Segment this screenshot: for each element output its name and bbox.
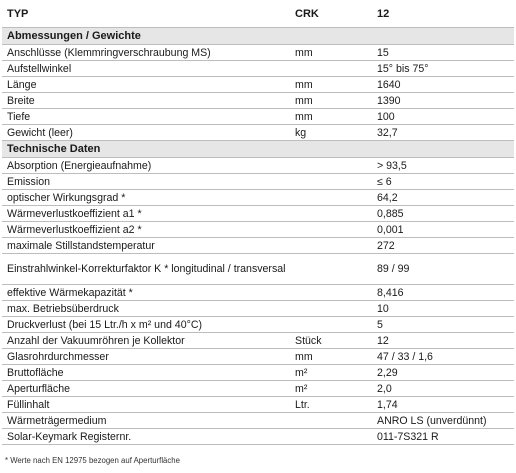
row-value: 1640 — [377, 78, 401, 91]
row-unit: Stück — [295, 334, 322, 347]
row-value: 47 / 33 / 1,6 — [377, 350, 433, 363]
row-label: Anzahl der Vakuumröhren je Kollektor — [7, 334, 185, 347]
row-label: Aufstellwinkel — [7, 62, 72, 75]
table-row — [2, 397, 514, 413]
row-value: 2,29 — [377, 366, 398, 379]
row-value: ANRO LS (unverdünnt) — [377, 414, 487, 427]
row-label: Wärmeverlustkoeffizient a2 * — [7, 223, 142, 236]
table-row — [2, 381, 514, 397]
section-title: Abmessungen / Gewichte — [7, 30, 141, 42]
row-unit: mm — [295, 94, 313, 107]
table-row — [2, 222, 514, 238]
row-label: optischer Wirkungsgrad * — [7, 191, 126, 204]
table-body — [2, 28, 514, 445]
row-label: Glasrohrdurchmesser — [7, 350, 109, 363]
section-title: Technische Daten — [7, 143, 101, 155]
table-row — [2, 45, 514, 61]
table-row — [2, 317, 514, 333]
table-row — [2, 125, 514, 141]
row-value: 8,416 — [377, 286, 404, 299]
row-label: Solar-Keymark Registernr. — [7, 430, 132, 443]
table-row — [2, 206, 514, 222]
table-row — [2, 109, 514, 125]
section-header-row — [2, 141, 514, 158]
table-row — [2, 413, 514, 429]
row-label: Tiefe — [7, 110, 31, 123]
section-header-row — [2, 28, 514, 45]
table-row — [2, 158, 514, 174]
row-label: maximale Stillstandstemperatur — [7, 239, 155, 252]
header-size: 12 — [377, 7, 390, 20]
row-unit: m² — [295, 366, 308, 379]
row-value: 1,74 — [377, 398, 398, 411]
row-label: Füllinhalt — [7, 398, 50, 411]
spec-table — [2, 0, 514, 445]
row-value: 32,7 — [377, 126, 398, 139]
row-label: Bruttofläche — [7, 366, 64, 379]
table-header-row — [2, 0, 514, 28]
row-label: Wärmeverlustkoeffizient a1 * — [7, 207, 142, 220]
header-model: CRK — [295, 7, 319, 20]
row-label: Wärmeträgermedium — [7, 414, 107, 427]
table-row — [2, 77, 514, 93]
table-row — [2, 190, 514, 206]
row-label: Breite — [7, 94, 35, 107]
row-unit: m² — [295, 382, 308, 395]
row-label: Anschlüsse (Klemmringverschraubung MS) — [7, 46, 211, 59]
row-label: Aperturfläche — [7, 382, 71, 395]
table-row — [2, 429, 514, 445]
row-value: > 93,5 — [377, 159, 407, 172]
row-value: 64,2 — [377, 191, 398, 204]
row-value: ≤ 6 — [377, 175, 392, 188]
row-label: Einstrahlwinkel-Korrekturfaktor K * longitudinal / transversal — [7, 262, 286, 275]
table-row — [2, 174, 514, 190]
row-value: 12 — [377, 334, 389, 347]
header-type: TYP — [7, 7, 29, 20]
row-value: 5 — [377, 318, 383, 331]
row-value: 011-7S321 R — [377, 430, 439, 443]
table-row — [2, 93, 514, 109]
footnote: * Werte nach EN 12975 bezogen auf Aperturfläche — [5, 456, 180, 465]
table-row — [2, 301, 514, 317]
row-label: Emission — [7, 175, 50, 188]
row-value: 89 / 99 — [377, 263, 410, 275]
row-label: max. Betriebsüberdruck — [7, 302, 119, 315]
table-row — [2, 333, 514, 349]
row-unit: kg — [295, 126, 307, 139]
table-row — [2, 61, 514, 77]
row-value: 0,001 — [377, 223, 404, 236]
row-value: 100 — [377, 110, 395, 123]
table-row — [2, 349, 514, 365]
row-value: 15° bis 75° — [377, 62, 429, 75]
row-value: 15 — [377, 46, 389, 59]
row-unit: mm — [295, 350, 313, 363]
row-value: 10 — [377, 302, 389, 315]
table-row — [2, 285, 514, 301]
row-unit: Ltr. — [295, 398, 310, 411]
row-label: Absorption (Energieaufnahme) — [7, 159, 152, 172]
table-row — [2, 254, 514, 285]
row-unit: mm — [295, 46, 313, 59]
row-value: 272 — [377, 239, 395, 252]
row-unit: mm — [295, 110, 313, 123]
row-label: effektive Wärmekapazität * — [7, 286, 133, 299]
row-value: 2,0 — [377, 382, 392, 395]
row-unit: mm — [295, 78, 313, 91]
table-row — [2, 238, 514, 254]
row-value: 1390 — [377, 94, 401, 107]
row-label: Länge — [7, 78, 37, 91]
row-label: Druckverlust (bei 15 Ltr./h x m² und 40°C) — [7, 318, 202, 331]
table-row — [2, 365, 514, 381]
row-label: Gewicht (leer) — [7, 126, 73, 139]
row-value: 0,885 — [377, 207, 404, 220]
